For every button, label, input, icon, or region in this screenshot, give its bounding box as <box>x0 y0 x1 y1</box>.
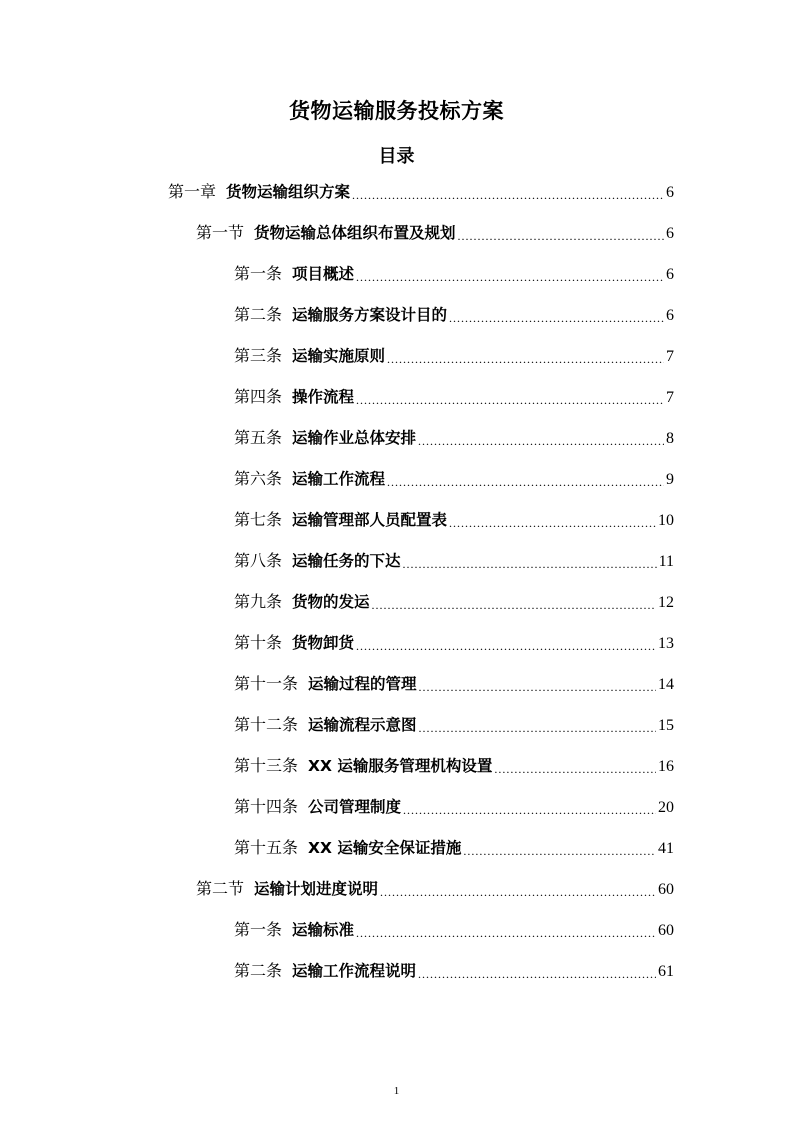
toc-entry-page: 20 <box>658 799 674 816</box>
toc-entry[interactable] <box>234 590 674 614</box>
toc-dot-leader <box>449 306 664 330</box>
toc-dot-leader <box>387 347 664 371</box>
toc-entry[interactable] <box>234 795 674 819</box>
toc-entry-page: 61 <box>658 963 674 980</box>
toc-entry-title: XX 运输安全保证措施 <box>308 839 462 857</box>
toc-entry-number: 第六条 <box>234 469 283 488</box>
toc-dot-leader <box>418 962 656 986</box>
toc-heading: 目录 <box>378 146 415 167</box>
toc-dot-leader <box>494 757 656 781</box>
toc-entry-number: 第四条 <box>234 387 283 406</box>
toc-entry-page: 6 <box>666 225 674 242</box>
toc-dot-leader <box>463 839 656 863</box>
toc-dot-leader <box>372 593 656 617</box>
toc-entry-title: 运输流程示意图 <box>308 716 417 734</box>
toc-dot-leader <box>356 634 656 658</box>
toc-entry-page: 6 <box>666 184 674 201</box>
toc-entry-page: 6 <box>666 266 674 283</box>
toc-entry[interactable] <box>234 836 674 860</box>
toc-entry-page: 16 <box>658 758 674 775</box>
toc-entry[interactable] <box>234 467 674 491</box>
toc-entry[interactable] <box>234 713 674 737</box>
toc-entry-number: 第十一条 <box>234 674 299 693</box>
toc-entry[interactable] <box>196 221 674 245</box>
toc-entry-title: 公司管理制度 <box>308 798 402 816</box>
toc-entry-number: 第十五条 <box>234 838 299 857</box>
toc-entry[interactable] <box>234 303 674 327</box>
toc-entry[interactable] <box>234 672 674 696</box>
toc-entry[interactable] <box>234 959 674 983</box>
toc-entry-page: 7 <box>666 348 674 365</box>
toc-entry-number: 第一条 <box>234 920 283 939</box>
toc-entry-number: 第一章 <box>168 182 217 201</box>
toc-entry-number: 第七条 <box>234 510 283 529</box>
toc-entry[interactable] <box>196 877 674 901</box>
toc-entry-number: 第二节 <box>196 879 245 898</box>
toc-entry-title: 运输服务方案设计目的 <box>292 306 448 324</box>
toc-entry-title: 项目概述 <box>292 265 355 283</box>
toc-entry-page: 8 <box>666 430 674 447</box>
toc-entry-page: 7 <box>666 389 674 406</box>
toc-entry[interactable] <box>234 508 674 532</box>
toc-entry[interactable] <box>234 426 674 450</box>
toc-entry-number: 第九条 <box>234 592 283 611</box>
toc-entry-title: 运输工作流程说明 <box>292 962 417 980</box>
toc-entry-page: 41 <box>658 840 674 857</box>
toc-entry-page: 60 <box>658 922 674 939</box>
document-title: 货物运输服务投标方案 <box>289 99 504 123</box>
toc-entry-title: 运输过程的管理 <box>308 675 417 693</box>
toc-dot-leader <box>387 470 664 494</box>
toc-entry[interactable] <box>234 385 674 409</box>
toc-entry-page: 15 <box>658 717 674 734</box>
toc-entry-number: 第三条 <box>234 346 283 365</box>
toc-entry-page: 12 <box>658 594 674 611</box>
toc-dot-leader <box>403 552 657 576</box>
toc-dot-leader <box>380 880 656 904</box>
toc-entry-page: 14 <box>658 676 674 693</box>
toc-entry-page: 11 <box>658 553 674 570</box>
toc-entry-title: 运输任务的下达 <box>292 552 401 570</box>
toc-entry-title: 运输管理部人员配置表 <box>292 511 448 529</box>
toc-entry[interactable] <box>234 918 674 942</box>
toc-dot-leader <box>352 183 664 207</box>
toc-entry-page: 9 <box>666 471 674 488</box>
toc-entry-page: 6 <box>666 307 674 324</box>
toc-entry-title: 运输实施原则 <box>292 347 386 365</box>
toc-entry-title: 货物运输总体组织布置及规划 <box>254 224 456 242</box>
toc-dot-leader <box>356 921 656 945</box>
toc-dot-leader <box>356 388 664 412</box>
toc-entry-title: 货物运输组织方案 <box>226 183 351 201</box>
toc-dot-leader <box>403 798 656 822</box>
toc-entry-title: XX 运输服务管理机构设置 <box>308 757 493 775</box>
toc-entry-title: 货物的发运 <box>292 593 370 611</box>
toc-entry-number: 第一节 <box>196 223 245 242</box>
toc-entry-number: 第一条 <box>234 264 283 283</box>
toc-entry-title: 运输工作流程 <box>292 470 386 488</box>
toc-entry-number: 第二条 <box>234 305 283 324</box>
toc-dot-leader <box>449 511 656 535</box>
toc-entry-title: 操作流程 <box>292 388 355 406</box>
toc-entry-title: 货物卸货 <box>292 634 355 652</box>
toc-dot-leader <box>419 716 656 740</box>
toc-dot-leader <box>356 265 664 289</box>
toc-dot-leader <box>419 675 656 699</box>
toc-entry-number: 第五条 <box>234 428 283 447</box>
toc-entry-title: 运输作业总体安排 <box>292 429 417 447</box>
page-number: 1 <box>393 1085 400 1097</box>
toc-entry[interactable] <box>234 262 674 286</box>
toc-entry-title: 运输计划进度说明 <box>254 880 379 898</box>
toc-entry-number: 第二条 <box>234 961 283 980</box>
toc-entry-number: 第十三条 <box>234 756 299 775</box>
toc-entry-number: 第八条 <box>234 551 283 570</box>
toc-entry-page: 10 <box>658 512 674 529</box>
toc-entry-title: 运输标准 <box>292 921 355 939</box>
toc-entry-page: 60 <box>658 881 674 898</box>
toc-entry[interactable] <box>234 344 674 368</box>
toc-dot-leader <box>458 224 664 248</box>
toc-entry[interactable] <box>168 180 674 204</box>
toc-entry-number: 第十四条 <box>234 797 299 816</box>
toc-entry[interactable] <box>234 549 674 573</box>
toc-entry-number: 第十二条 <box>234 715 299 734</box>
toc-entry-page: 13 <box>658 635 674 652</box>
toc-entry[interactable] <box>234 631 674 655</box>
toc-entry[interactable] <box>234 754 674 778</box>
toc-entry-number: 第十条 <box>234 633 283 652</box>
toc-dot-leader <box>418 429 664 453</box>
